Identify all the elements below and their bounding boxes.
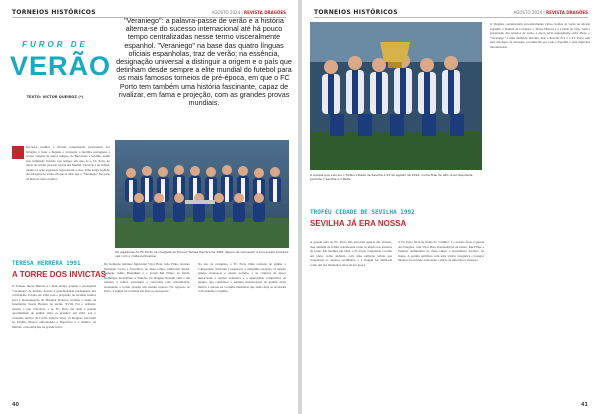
right-page: [302, 0, 600, 414]
sevilha-title: SEVILHA JÁ ERA NOSSA: [310, 219, 407, 228]
right-header: [314, 8, 588, 18]
page-number-right: 41: [581, 402, 588, 408]
section-title: TORNEIOS HISTÓRICOS: [12, 9, 96, 16]
byline: TEXTO: VÍCTOR QUEIROZ (*): [26, 95, 84, 99]
body-col-3: No ano da conquista, o FC Porto tinha acabado de ganhar o Campeonato Nacional e preparava a campanha europeia. O torneio galego revelou-se o ensaio perfeito, e as crónicas da época destacaram a solidez defensiva e a maturidade competitiva da equipa, que confirmou o estatuto internacional de grande clube ibérico e deixou na Corunha memórias que ainda hoje se recordam com saudade e orgulho.: [198, 262, 286, 293]
team-photo-image: [310, 22, 482, 170]
intro-text: Recordar triunfos e vitórias conquistadas particulares dos Dragões é fazer a higiene e recuperar a mobília portuguesa e revivo viagens de outros tempos, de Barcelona a Sevilha, assim este intitulado Torneio nos tempos em que, se o FC Porto no início do século passado vencia em Madrid, Varsóvia e na Galiza, quanto os seus jogadores regressaram a casa. Uma longa tradição dos Dragões no verão em que se diria que o "Veraniego" faz parte da história azul e branca.: [26, 145, 110, 181]
kicker: FUROR DE: [22, 40, 88, 49]
body-col-2: Da formação habitual figuravam Vítor Baía, João Pinto, Aloísio, Fernando Couto e Secretário; no meio-campo brilhavam André, Semedo, Jaime Magalhães e o jovem Rui Filipe; na frente, Domingos, Kostadinov e Timofte. Os Dragões fizeram vinte e um remates à baliza adversária e venceram com naturalidade, levantando o troféu perante um estádio repleto. No regresso ao Porto, a equipa foi recebida em festa no Aeroporto.: [104, 262, 190, 293]
intro-paragraph: [12, 145, 110, 225]
headline: VERÃO: [10, 51, 112, 81]
issue-info: AGOSTO 2024 | REVISTA DRAGÕES: [513, 10, 588, 15]
body-col-2: O FC Porto ficou na frente do "vizinho" e o torneio ficou à guarda dos Dragões, com Vítor Baía irrepreensível na baliza, Rui Filipe e Semedo dominantes no meio-campo e Kostadinov decisivo na frente. A partida terminou com uma vitória categórica e festejos intensos no relvado, marcando o início de uma época vitoriosa.: [398, 240, 484, 262]
sevilha-kicker: TROFÉU CIDADE DE SEVILHA 1992: [310, 209, 415, 216]
body-col-1: A grande aura do FC Porto não decorreu apenas das vitórias, mas também da forma convincente como se impôs nos torneios de verão. Em Sevilha, em 1992, o FC Porto conquistou o troféu em pleno verão andaluz, com uma exibição sólida que conquistou os adeptos sevilhanos, e a viagem foi lembrada como um dos momentos altos da pré-época.: [310, 240, 392, 267]
team-photo-1992: [310, 22, 482, 170]
issue-info: AGOSTO 2024 | REVISTA DRAGÕES: [211, 10, 286, 15]
team-photo-1991: [115, 140, 289, 248]
photo-caption-right: A equipa que venceu o Troféu Cidade de Sevilha a 23 de agosto de 1992, numa final de alto nível disputada perante o Sevilha e o Betis.: [310, 173, 473, 181]
photo-caption-left: Os jogadores do FC Porto na chegada ao Torneio Teresa Herrera de 1991 depois de vencerem a prova pela primeira vez com o clube portuense.: [115, 250, 289, 258]
body-col-1: O Torneio Teresa Herrera é a mais antiga, popular e prestigiada "veraniega" de mundo, devido à grandiosidade permanente das convidadas. Criado em 1946 com o propósito de recolher fundos para a modernização do Hospital Dolores, recebeu o nome da benemérita Teresa Herrera do século XVIII. Foi o primeiro torneio a que concorria, e ao FC Porto foi dada a grande oportunidade de ganhar entre os grandes: em 1991, sob o comando técnico de Carlos Alberto Silva, os Dragões venceram no Estádio Riazor, enfrentando o Deportivo e o Atlético de Madrid, com exibições de grande nível.: [12, 284, 96, 329]
teresa-kicker: TERESA HERRERA 1991: [12, 260, 81, 267]
teresa-title: A TORRE DOS INVICTAS: [12, 270, 107, 279]
body-col-3: O Dragões conquistaram sucessivamente vários troféus de verão na década seguinte: o Ramón de Carranza, o Teresa Herrera e o Cidade de Vigo. Sem a preparação dos torneios de verão, a época seria seguramente outra. Hoje, o "Veraniego" é uma memória distante, mas a história fica e o FC Porto tem nela um lugar de destaque, reconhecido por toda a Espanha e pela imprensa internacional.: [490, 22, 590, 49]
team-photo-image: [115, 140, 289, 248]
page-number-left: 40: [12, 402, 19, 408]
drop-cap: [12, 146, 24, 159]
title-block: [10, 40, 112, 99]
left-page: [0, 0, 298, 414]
pull-quote: "Veraniego": a palavra-passe de verão e a história alterna-se do sucesso internacional até há pouco tempo centralizadas nesse termo visceralmente espanhol. "Veraniego" na base das quatro línguas oficiais espanholas, traz de verão; na essência, designação universal a distinguir a origem e o país que detinham desde sempre a elite mundial do futebol para os mais famosos torneios de pré-época, em que o FC Porto tem também uma história fascinante, capaz de rivalizar, em fama e projeção, com as grandes provas mundiais.: [116, 17, 292, 108]
section-title: TORNEIOS HISTÓRICOS: [314, 9, 398, 16]
